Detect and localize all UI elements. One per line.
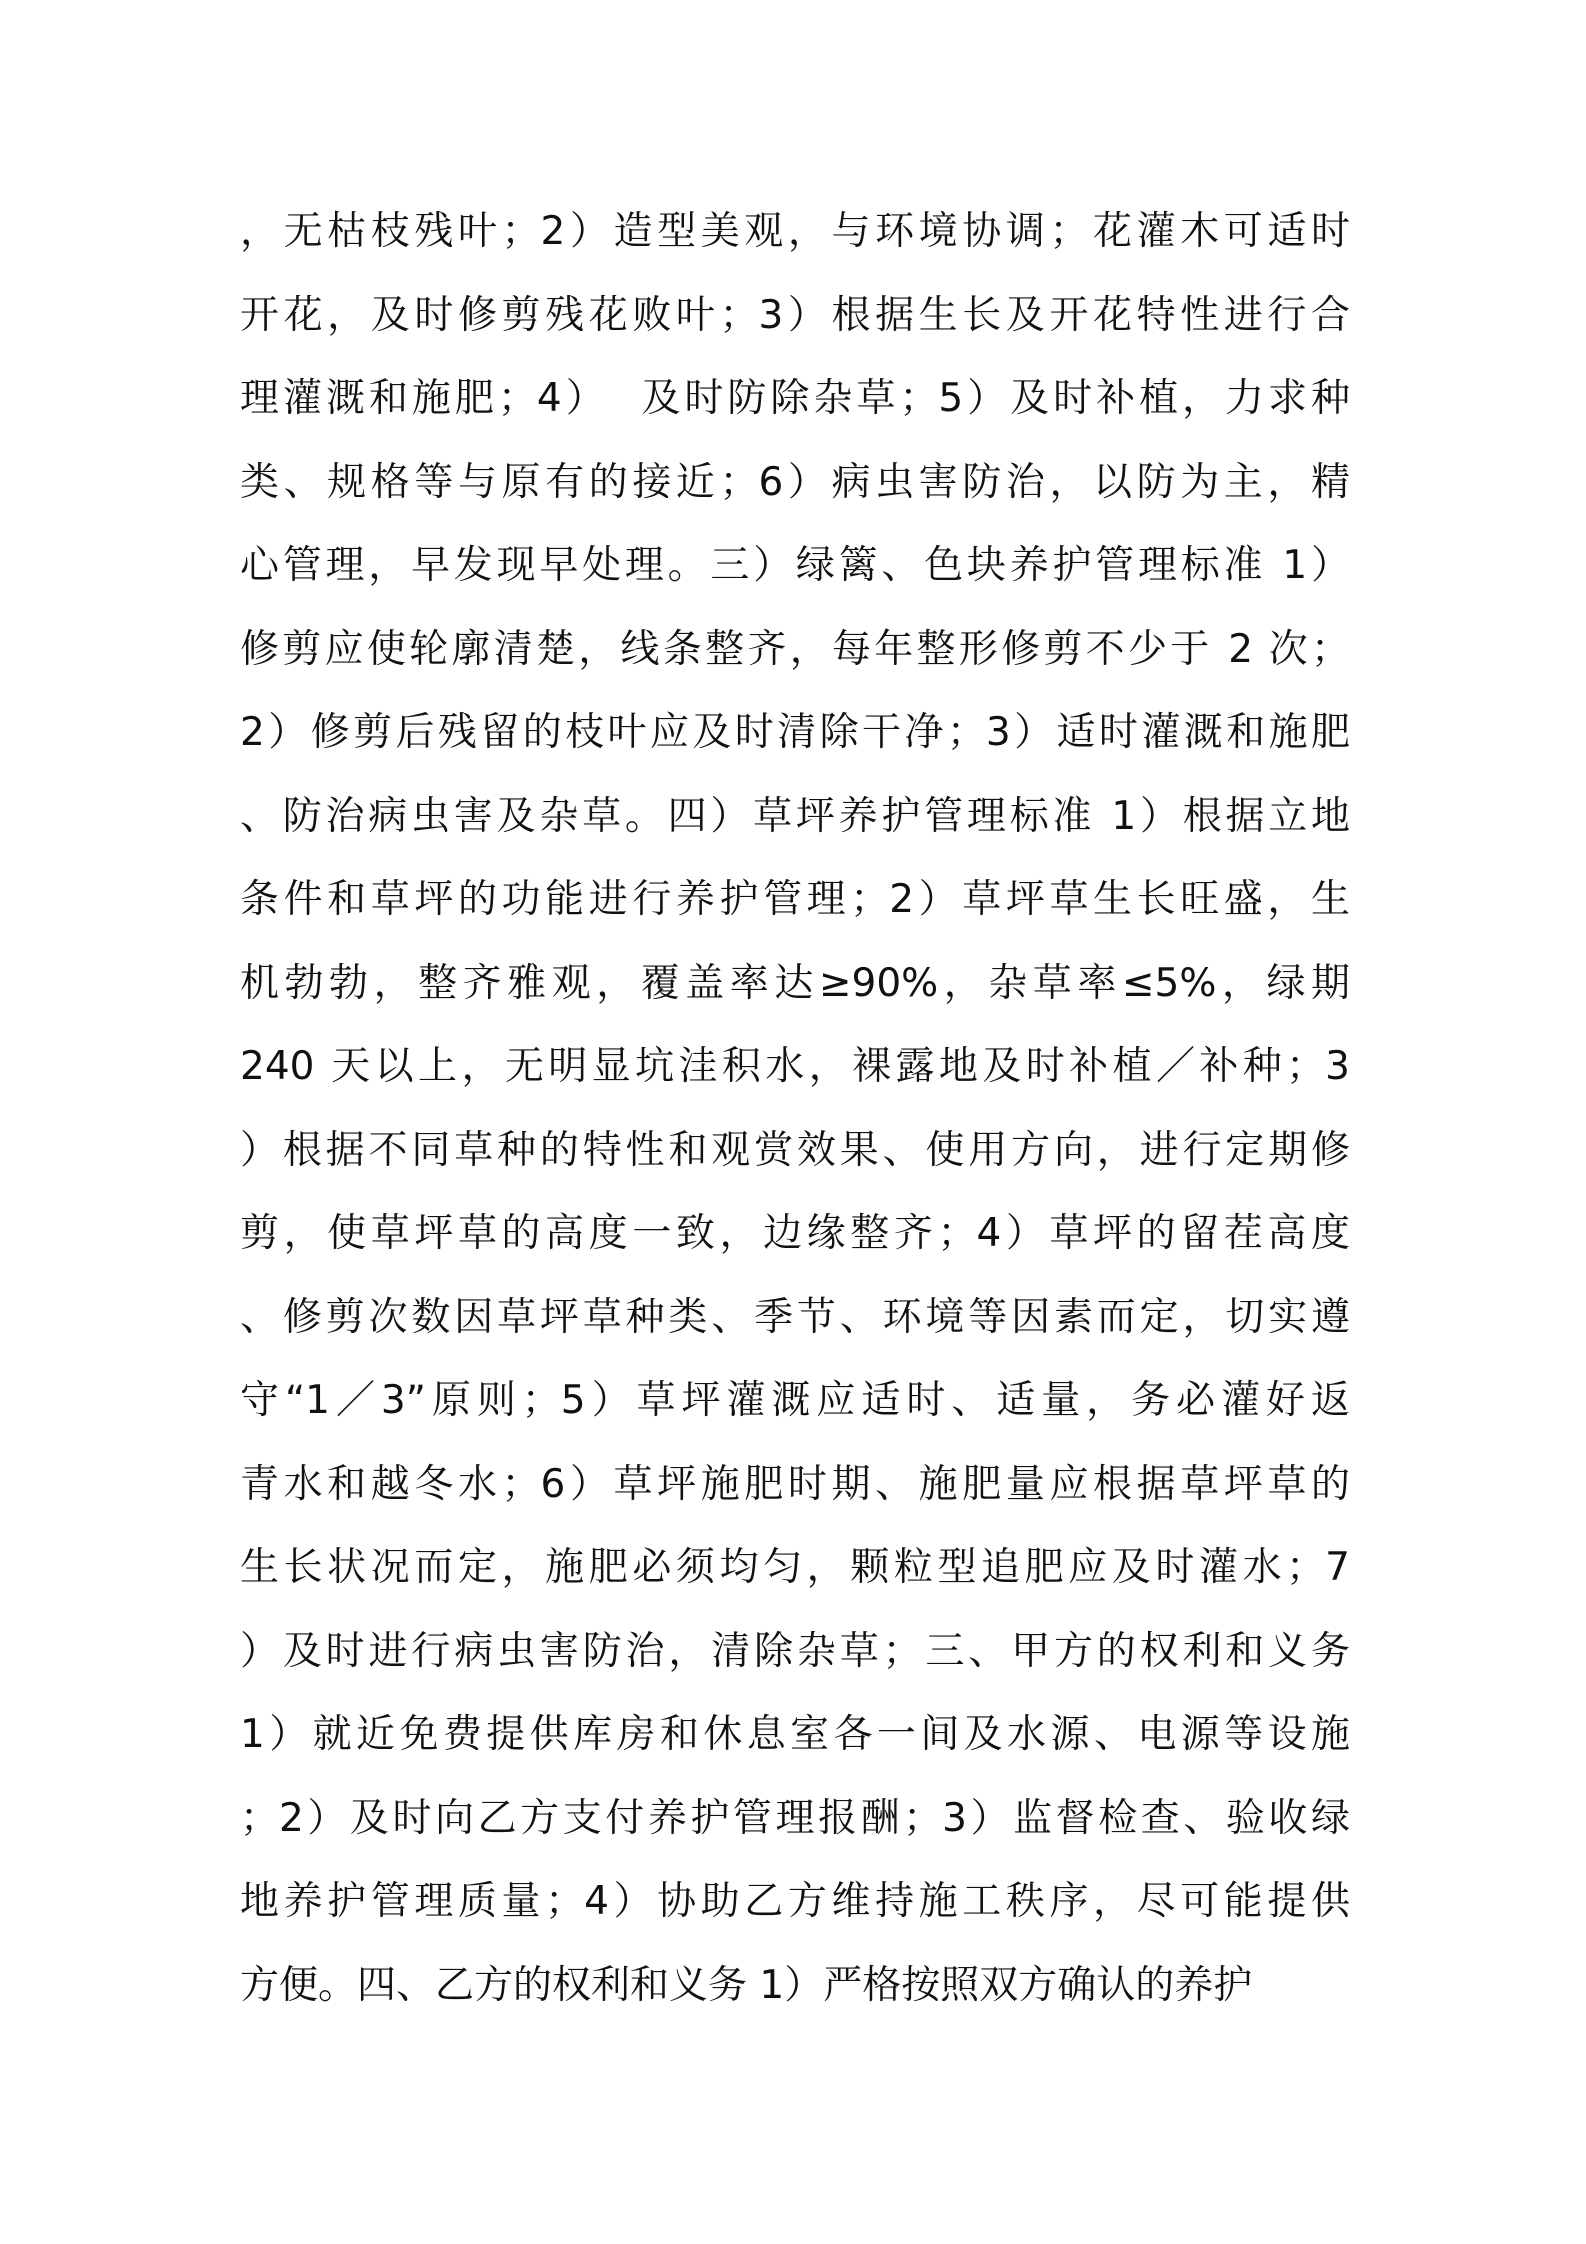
text-line: 机勃勃，整齐雅观，覆盖率达≥90%，杂草率≤5%，绿期 xyxy=(240,960,1350,1006)
text-line: ）根据不同草种的特性和观赏效果、使用方向，进行定期修 xyxy=(240,1127,1350,1173)
text-line: 修剪应使轮廓清楚，线条整齐，每年整形修剪不少于 2 次； xyxy=(240,626,1350,672)
text-line: 剪，使草坪草的高度一致，边缘整齐；4）草坪的留茬高度 xyxy=(240,1211,1350,1256)
text-line: 守“1／3”原则；5）草坪灌溉应适时、适量，务必灌好返 xyxy=(240,1378,1350,1423)
text-line: 理灌溉和施肥；4） 及时防除杂草；5）及时补植，力求种 xyxy=(240,376,1350,421)
text-line: 240 天以上，无明显坑洼积水，裸露地及时补植／补种；3 xyxy=(240,1044,1350,1089)
text-line: ，无枯枝残叶；2）造型美观，与环境协调；花灌木可适时 xyxy=(240,209,1350,254)
body-text xyxy=(240,190,1350,2027)
text-line: 、防治病虫害及杂草。四）草坪养护管理标准 1）根据立地 xyxy=(240,793,1350,839)
text-line: 开花，及时修剪残花败叶；3）根据生长及开花特性进行合 xyxy=(240,292,1350,338)
text-line: ；2）及时向乙方支付养护管理报酬；3）监督检查、验收绿 xyxy=(240,1795,1350,1841)
text-line: 地养护管理质量；4）协助乙方维持施工秩序，尽可能提供 xyxy=(240,1879,1350,1924)
text-line: 2）修剪后残留的枝叶应及时清除干净；3）适时灌溉和施肥 xyxy=(240,710,1350,755)
text-line: 、修剪次数因草坪草种类、季节、环境等因素而定，切实遵 xyxy=(240,1294,1350,1340)
text-line: ）及时进行病虫害防治，清除杂草；三、甲方的权利和义务 xyxy=(240,1628,1350,1674)
text-line: 1）就近免费提供库房和休息室各一间及水源、电源等设施 xyxy=(240,1712,1350,1757)
text-line: 类、规格等与原有的接近；6）病虫害防治，以防为主，精 xyxy=(240,459,1350,505)
text-line: 生长状况而定，施肥必须均匀，颗粒型追肥应及时灌水；7 xyxy=(240,1545,1350,1590)
text-line: 条件和草坪的功能进行养护管理；2）草坪草生长旺盛，生 xyxy=(240,877,1350,922)
text-line: 方便。四、乙方的权利和义务 1）严格按照双方确认的养护 xyxy=(240,1962,1253,2008)
text-line: 心管理，早发现早处理。三）绿篱、色块养护管理标准 1） xyxy=(240,543,1350,588)
text-line: 青水和越冬水；6）草坪施肥时期、施肥量应根据草坪草的 xyxy=(240,1461,1350,1507)
